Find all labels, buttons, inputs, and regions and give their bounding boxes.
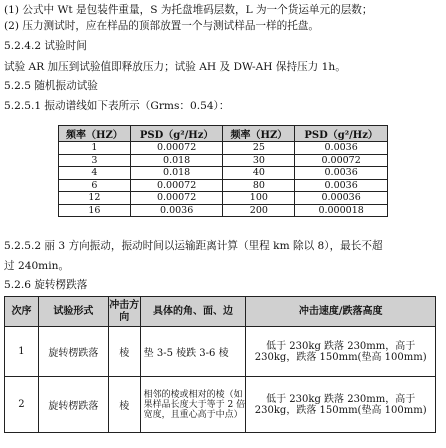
section-5-2-5-2-line1: 5.2.5.2 丽 3 方向振动，振动时间以运输距离计算（里程 km 除以 8），最长不超 (4, 240, 383, 252)
table-cell: 0.00036 (295, 192, 388, 205)
detail-cell: 垫 3-5 棱跌 3-6 棱 (140, 327, 246, 377)
table-cell: 3 (59, 154, 131, 167)
col-header-angle-face-edge: 具体的角、面、边 (140, 297, 246, 327)
table-cell: 100 (223, 192, 295, 205)
table-cell: 0.018 (130, 154, 223, 167)
section-5-2-6-title: 5.2.6 旋转楞跌落 (4, 279, 88, 291)
direction-cell: 棱 (108, 327, 140, 377)
note-2: (2) 压力测试时，应在样品的顶部放置一个与测试样品一样的托盘。 (4, 20, 319, 32)
form-cell: 旋转楞跌落 (38, 327, 108, 377)
table-cell: 0.0036 (295, 179, 388, 192)
note-1: (1) 公式中 Wt 是包装件重量，S 为托盘堆码层数，L 为一个货运单元的层数； (4, 4, 373, 16)
col-header-frequency-2: 频率（HZ） (223, 126, 295, 142)
table-cell: 25 (223, 142, 295, 155)
table-row (59, 142, 388, 155)
detail-cell: 相邻的棱或相对的棱（如果样品长度大于等于 2 倍宽度，且重心高于中点） (140, 377, 246, 433)
table-row (5, 377, 436, 433)
col-header-psd-2: PSD（g²/Hz） (295, 126, 388, 142)
table-cell: 0.00072 (295, 154, 388, 167)
table-row (59, 154, 388, 167)
table-cell: 0.0036 (295, 167, 388, 180)
col-header-speed-height: 冲击速度/跌落高度 (246, 297, 436, 327)
section-5-2-5-title: 5.2.5 随机振动试验 (4, 80, 98, 92)
col-header-psd: PSD（g²/Hz） (130, 126, 223, 142)
section-5-2-5-2-line2: 过 240min。 (4, 260, 70, 272)
section-5-2-5-1-title: 5.2.5.1 振动谱线如下表所示（Grms：0.54）： (4, 100, 230, 112)
col-header-seq: 次序 (5, 297, 39, 327)
table-header-row (5, 297, 436, 327)
table-row (59, 192, 388, 205)
table-cell: 0.0036 (130, 204, 223, 217)
table-cell: 200 (223, 204, 295, 217)
table-cell: 4 (59, 167, 131, 180)
height-cell: 低于 230kg 跌落 230mm，高于 230kg，跌落 150mm(垫高 100mm) (246, 377, 436, 433)
seq-cell: 2 (5, 377, 39, 433)
section-5-2-4-2-body: 试验 AR 加压到试验值即释放压力；试验 AH 及 DW-AH 保持压力 1h。 (4, 61, 346, 73)
table-cell: 6 (59, 179, 131, 192)
table-cell: 12 (59, 192, 131, 205)
table-cell: 0.00072 (130, 179, 223, 192)
section-5-2-4-2-title: 5.2.4.2 试验时间 (4, 40, 87, 52)
table-cell: 0.0036 (295, 142, 388, 155)
rotational-edge-drop-table (4, 296, 436, 433)
table-cell: 30 (223, 154, 295, 167)
direction-cell: 棱 (108, 377, 140, 433)
table-cell: 80 (223, 179, 295, 192)
table-row (5, 327, 436, 377)
col-header-form: 试验形式 (38, 297, 108, 327)
col-header-impact-direction: 冲击方向 (108, 297, 140, 327)
table-cell: 16 (59, 204, 131, 217)
table-row (59, 204, 388, 217)
table-cell: 0.00072 (130, 192, 223, 205)
table-header-row (59, 126, 388, 142)
table-cell: 1 (59, 142, 131, 155)
table-cell: 40 (223, 167, 295, 180)
form-cell: 旋转楞跌落 (38, 377, 108, 433)
height-cell: 低于 230kg 跌落 230mm，高于 230kg，跌落 150mm(垫高 100mm) (246, 327, 436, 377)
table-row (59, 167, 388, 180)
col-header-frequency: 频率（HZ） (59, 126, 131, 142)
vibration-spectrum-table (58, 125, 388, 217)
table-cell: 0.018 (130, 167, 223, 180)
table-cell: 0.00072 (130, 142, 223, 155)
seq-cell: 1 (5, 327, 39, 377)
table-cell: 0.000018 (295, 204, 388, 217)
table-row (59, 179, 388, 192)
